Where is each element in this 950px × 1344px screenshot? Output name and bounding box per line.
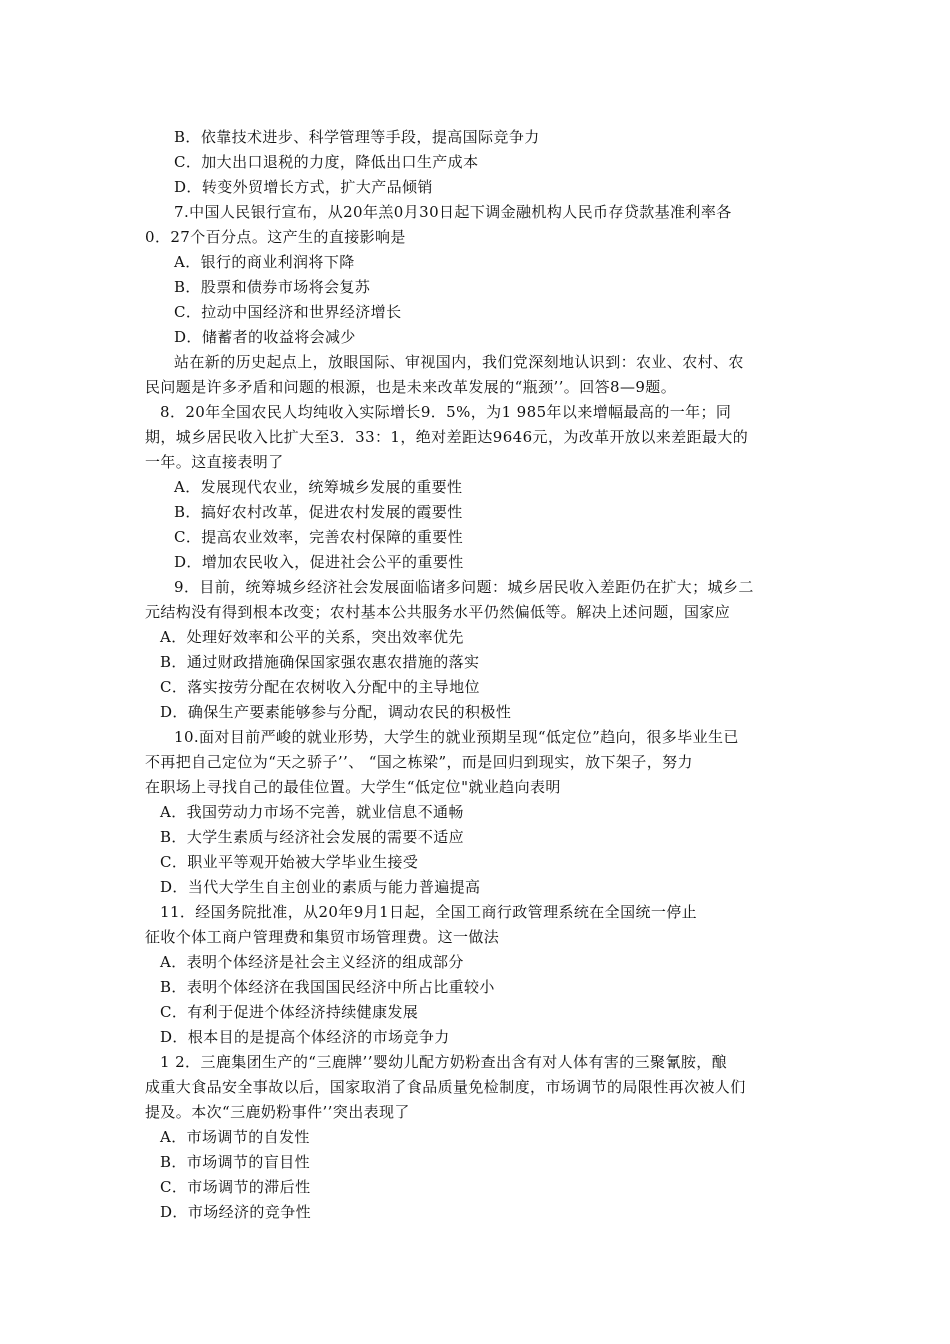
q6-option-b: B．依靠技术进步、科学管理等手段，提高国际竞争力	[174, 128, 540, 146]
q8-option-a: A．发展现代农业，统筹城乡发展的重要性	[174, 478, 463, 496]
q9-stem-line-1: 9．目前，统筹城乡经济社会发展面临诸多问题：城乡居民收入差距仍在扩大；城乡二	[174, 578, 754, 596]
q12-stem-line-2: 成重大食品安全事故以后，国家取消了食品质量免检制度，市场调节的局限性再次被人们	[145, 1078, 746, 1096]
q10-option-c: C．职业平等观开始被大学毕业生接受	[160, 853, 419, 871]
q9-option-b: B．通过财政措施确保国家强农惠农措施的落实	[160, 653, 480, 671]
q8-option-d: D．增加农民收入，促进社会公平的重要性	[174, 553, 464, 571]
q10-option-d: D．当代大学生自主创业的素质与能力普遍提高	[160, 878, 481, 896]
q11-stem-line-1: 11．经国务院批准，从20年9月1日起，全国工商行政管理系统在全国统一停止	[160, 903, 698, 921]
q11-option-d: D．根本目的是提高个体经济的市场竞争力	[160, 1028, 450, 1046]
q11-option-b: B．表明个体经济在我国国民经济中所占比重较小	[160, 978, 495, 996]
q8-stem-line-2: 期，城乡居民收入比扩大至3．33：1，绝对差距达9646元，为改革开放以来差距最大的	[145, 428, 749, 446]
q10-stem-line-1: 10.面对目前严峻的就业形势，大学生的就业预期呈现“低定位”趋向，很多毕业生已	[174, 728, 739, 746]
q9-option-a: A．处理好效率和公平的关系，突出效率优先	[160, 628, 464, 646]
q9-stem-line-2: 元结构没有得到根本改变；农村基本公共服务水平仍然偏低等。解决上述问题，国家应	[145, 603, 731, 621]
q11-stem-line-2: 征收个体工商户管理费和集贸市场管理费。这一做法	[145, 928, 500, 946]
passage-line-2: 民问题是许多矛盾和问题的根源，也是未来改革发展的“瓶颈’’。回答8—9题。	[145, 378, 677, 396]
q7-stem-line-2: 0．27个百分点。这产生的直接影响是	[145, 228, 406, 246]
q7-option-a: A．银行的商业利润将下降	[174, 253, 355, 271]
q12-option-b: B．市场调节的盲目性	[160, 1153, 311, 1171]
q8-stem-line-3: 一年。这直接表明了	[145, 453, 284, 471]
q7-option-d: D．储蓄者的收益将会减少	[174, 328, 356, 346]
q6-option-c: C．加大出口退税的力度，降低出口生产成本	[174, 153, 479, 171]
q7-option-b: B．股票和债券市场将会复苏	[174, 278, 371, 296]
q11-option-a: A．表明个体经济是社会主义经济的组成部分	[160, 953, 464, 971]
q12-option-c: C．市场调节的滞后性	[160, 1178, 311, 1196]
q12-option-a: A．市场调节的自发性	[160, 1128, 310, 1146]
q11-option-c: C．有利于促进个体经济持续健康发展	[160, 1003, 419, 1021]
q10-stem-line-3: 在职场上寻找自己的最佳位置。大学生“低定位"就业趋向表明	[145, 778, 561, 796]
q8-stem-line-1: 8．20年全国农民人均纯收入实际增长9．5%，为1 985年以来增幅最高的一年；同	[160, 403, 732, 421]
q6-option-d: D．转变外贸增长方式，扩大产品倾销	[174, 178, 433, 196]
passage-line-1: 站在新的历史起点上，放眼国际、审视国内，我们党深刻地认识到：农业、农村、农	[174, 353, 744, 371]
q10-option-a: A．我国劳动力市场不完善，就业信息不通畅	[160, 803, 464, 821]
q9-option-c: C．落实按劳分配在农树收入分配中的主导地位	[160, 678, 480, 696]
q7-stem-line-1: 7.中国人民银行宣布，从20年羔0月30日起下调金融机构人民币存贷款基准利率各	[174, 203, 732, 221]
q12-stem-line-1: 1 2．三鹿集团生产的“三鹿牌’’婴幼儿配方奶粉查出含有对人体有害的三聚氰胺，酿	[160, 1053, 728, 1071]
q9-option-d: D．确保生产要素能够参与分配，调动农民的积极性	[160, 703, 512, 721]
q7-option-c: C．拉动中国经济和世界经济增长	[174, 303, 402, 321]
q8-option-c: C．提高农业效率，完善农村保障的重要性	[174, 528, 464, 546]
q10-option-b: B．大学生素质与经济社会发展的需要不适应	[160, 828, 465, 846]
q12-stem-line-3: 提及。本次“三鹿奶粉事件’’突出表现了	[145, 1103, 410, 1121]
q12-option-d: D．市场经济的竞争性	[160, 1203, 312, 1221]
q10-stem-line-2: 不再把自己定位为“天之骄子’’、 “国之栋梁”，而是回归到现实，放下架子，努力	[145, 753, 693, 771]
q8-option-b: B．搞好农村改革，促进农村发展的霞要性	[174, 503, 463, 521]
